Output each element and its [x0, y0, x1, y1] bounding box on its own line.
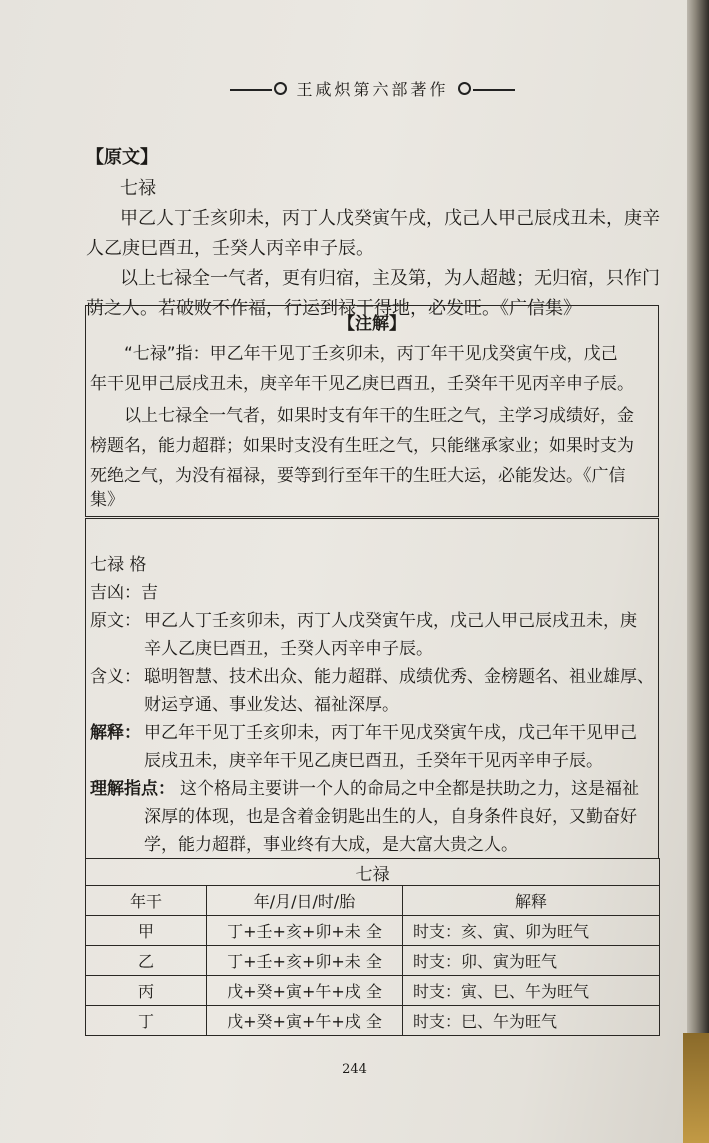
table-cell: 时支：卯、寅为旺气 [403, 946, 660, 976]
original-label: 【原文】 [86, 147, 158, 168]
table-cell: 戊+癸+寅+午+戌 全 [207, 976, 403, 1006]
table-cell: 丁+壬+亥+卯+未 全 [207, 916, 403, 946]
header-ornament-right [458, 82, 471, 95]
table-header-cell: 解释 [403, 886, 660, 916]
page-number: 244 [342, 1062, 367, 1077]
header-title: 王咸炽第六部著作 [296, 80, 449, 99]
pattern-original-line: 辛人乙庚巳酉丑，壬癸人丙辛申子辰。 [144, 639, 433, 659]
pattern-explain-line: 甲乙年干见丁壬亥卯未，丙丁年干见戊癸寅午戌，戊己年干见甲己 [144, 723, 637, 743]
pattern-box [85, 518, 659, 859]
pattern-meaning-line: 财运亨通、事业发达、福祉深厚。 [144, 695, 399, 715]
book-edge-gilding [683, 1033, 709, 1143]
pattern-explain-line: 辰戌丑未，庚辛年干见乙庚巳酉丑，壬癸年干见丙辛申子辰。 [144, 751, 603, 771]
pattern-title: 七禄 格 [90, 555, 147, 575]
pattern-points-line: 学，能力超群，事业终有大成，是大富大贵之人。 [144, 835, 518, 855]
annotation-line: 年干见甲己辰戌丑未，庚辛年干见乙庚巳酉丑，壬癸年干见丙辛申子辰。 [90, 374, 634, 394]
annotation-box [85, 305, 659, 517]
luck-value: 吉 [141, 583, 158, 603]
table-cell: 时支：巳、午为旺气 [403, 1006, 660, 1036]
annotation-line: 榜题名，能力超群；如果时支没有生旺之气，只能继承家业；如果时支为 [90, 436, 634, 456]
table-cell: 时支：亥、寅、卯为旺气 [403, 916, 660, 946]
pattern-meaning-label: 含义： [90, 667, 141, 687]
header-rule-right [473, 89, 515, 91]
pattern-explain-label: 解释： [90, 723, 141, 743]
book-spine-edge [687, 0, 709, 1143]
original-title: 七禄 [120, 178, 156, 199]
original-line: 以上七禄全一气者，更有归宿，主及第，为人超越；无归宿，只作门 [120, 268, 660, 289]
pattern-original-label: 原文： [90, 611, 141, 631]
original-line: 荫之人。若破败不作福，行运到禄干得地，必发旺。《广信集》 [86, 298, 581, 319]
table-cell: 戊+癸+寅+午+戌 全 [207, 1006, 403, 1036]
table-row [86, 1006, 660, 1036]
annotation-line: 死绝之气，为没有福禄，要等到行至年干的生旺大运，必能发达。《广信 [90, 466, 626, 486]
pattern-original-line: 甲乙人丁壬亥卯未，丙丁人戊癸寅午戌，戊己人甲己辰戌丑未，庚 [144, 611, 637, 631]
table-cell: 丙 [86, 976, 207, 1006]
table-header-cell: 年/月/日/时/胎 [207, 886, 403, 916]
table-cell: 丁+壬+亥+卯+未 全 [207, 946, 403, 976]
pattern-points-line: 这个格局主要讲一个人的命局之中全都是扶助之力，这是福祉 [180, 779, 639, 799]
table-cell: 时支：寅、巳、午为旺气 [403, 976, 660, 1006]
pattern-meaning-line: 聪明智慧、技术出众、能力超群、成绩优秀、金榜题名、祖业雄厚、 [144, 667, 654, 687]
table-cell: 乙 [86, 946, 207, 976]
original-line: 甲乙人丁壬亥卯未，丙丁人戊癸寅午戌，戊己人甲己辰戌丑未，庚辛 [120, 208, 660, 229]
original-line: 人乙庚巳酉丑，壬癸人丙辛申子辰。 [86, 238, 374, 259]
annotation-line: “七禄”指：甲乙年干见丁壬亥卯未，丙丁年干见戊癸寅午戌，戊己 [124, 344, 618, 364]
table-row [86, 916, 660, 946]
table-row [86, 976, 660, 1006]
luck-label: 吉凶： [90, 583, 141, 603]
table-cell: 丁 [86, 1006, 207, 1036]
table-header-row [86, 886, 660, 916]
qilu-table [85, 858, 660, 1036]
table-cell: 甲 [86, 916, 207, 946]
annotation-line: 以上七禄全一气者，如果时支有年干的生旺之气，主学习成绩好，金 [124, 406, 634, 426]
header-rule-left [230, 89, 272, 91]
pattern-points-line: 深厚的体现，也是含着金钥匙出生的人，自身条件良好，又勤奋好 [144, 807, 637, 827]
header-ornament-left [274, 82, 287, 95]
table-row [86, 946, 660, 976]
annotation-label: 【注解】 [338, 314, 406, 334]
pattern-points-label: 理解指点： [90, 779, 175, 799]
table-header-cell: 年干 [86, 886, 207, 916]
table-caption: 七禄 [86, 859, 660, 886]
running-header [230, 75, 515, 105]
annotation-line: 集》 [90, 490, 124, 510]
